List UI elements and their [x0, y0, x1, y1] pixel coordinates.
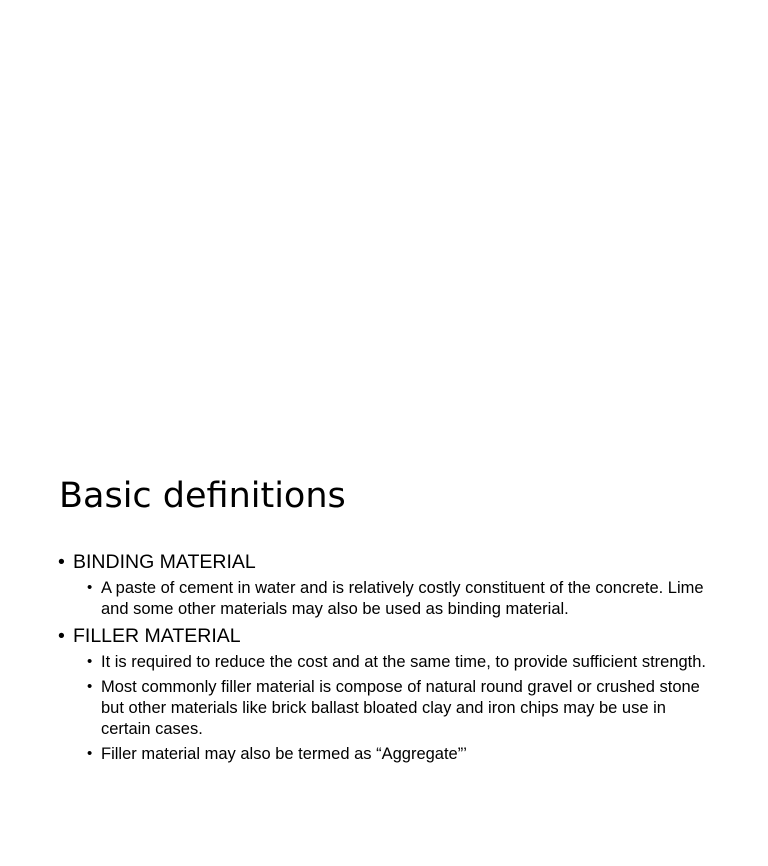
sub-bullet-dot: •: [87, 653, 93, 670]
sub-bullet: [87, 677, 718, 740]
bullet-dot: •: [58, 625, 65, 647]
sub-bullet-dot: •: [87, 579, 93, 596]
bullet-heading: FILLER MATERIAL: [73, 625, 241, 647]
sub-bullet-text: It is required to reduce the cost and at the same time, to provide sufficient strength.: [101, 653, 707, 671]
binding-material-details: [87, 578, 718, 620]
filler-material-details: [87, 652, 718, 765]
sub-bullet: [87, 578, 718, 620]
sub-bullet-text: Filler material may also be termed as “Aggregate”’: [101, 745, 467, 763]
sub-bullet: [87, 652, 718, 673]
bullet-heading: BINDING MATERIAL: [73, 551, 256, 573]
sub-bullet-dot: •: [87, 678, 93, 695]
bullet-filler-material: [58, 624, 718, 648]
sub-bullet: [87, 744, 718, 765]
bullet-binding-material: [58, 550, 718, 574]
bullet-list: [58, 550, 718, 769]
slide-title: Basic definitions: [59, 476, 346, 516]
bullet-dot: •: [58, 551, 65, 573]
sub-bullet-text: Most commonly filler material is compose of natural round gravel or crushed stone but other materials like brick ballast bloated clay and iron chips may be use in certain cases.: [101, 678, 700, 738]
sub-bullet-text: A paste of cement in water and is relatively costly constituent of the concrete. Lime and some other materials may also be used as binding material.: [101, 579, 704, 618]
sub-bullet-dot: •: [87, 745, 93, 762]
